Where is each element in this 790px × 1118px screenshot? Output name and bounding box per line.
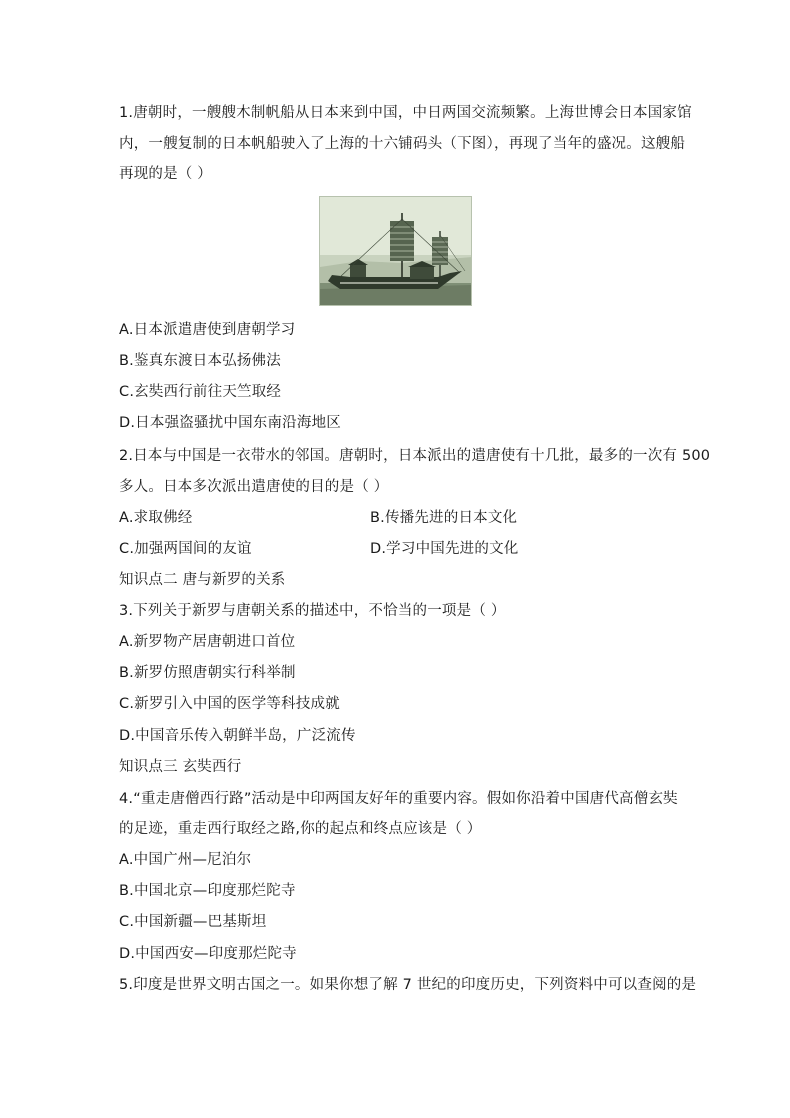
japanese-sailing-ship-photo xyxy=(319,196,472,306)
question-4-option-a: A.中国广州—尼泊尔 xyxy=(119,852,252,868)
question-2-option-c: C.加强两国间的友谊 xyxy=(119,541,252,557)
question-1-option-d: D.日本强盗骚扰中国东南沿海地区 xyxy=(119,415,341,431)
question-4-text-line-1: 4.“重走唐僧西行路”活动是中印两国友好年的重要内容。假如你沿着中国唐代高僧玄奘 xyxy=(119,791,678,807)
question-1-text-line-3: 再现的是（ ） xyxy=(119,166,213,182)
question-1-option-b: B.鉴真东渡日本弘扬佛法 xyxy=(119,353,281,369)
question-1-option-c: C.玄奘西行前往天竺取经 xyxy=(119,384,282,400)
question-2-text-line-2: 多人。日本多次派出遣唐使的目的是（ ） xyxy=(119,479,389,495)
question-2-text-line-1: 2.日本与中国是一衣带水的邻国。唐朝时，日本派出的遣唐使有十几批，最多的一次有 500 xyxy=(119,448,711,464)
question-3-option-d: D.中国音乐传入朝鲜半岛，广泛流传 xyxy=(119,728,356,744)
question-4-text-line-2: 的足迹，重走西行取经之路,你的起点和终点应该是（ ） xyxy=(119,821,482,837)
question-3-option-c: C.新罗引入中国的医学等科技成就 xyxy=(119,696,340,712)
section-heading-2: 知识点二 唐与新罗的关系 xyxy=(119,572,286,588)
question-3-option-b: B.新罗仿照唐朝实行科举制 xyxy=(119,665,296,681)
question-4-option-b: B.中国北京—印度那烂陀寺 xyxy=(119,883,296,899)
question-5-text-line-1: 5.印度是世界文明古国之一。如果你想了解 7 世纪的印度历史，下列资料中可以查阅的是 xyxy=(119,977,697,993)
question-1-text-line-1: 1.唐朝时，一艘艘木制帆船从日本来到中国，中日两国交流频繁。上海世博会日本国家馆 xyxy=(119,105,692,121)
question-3-option-a: A.新罗物产居唐朝进口首位 xyxy=(119,634,296,650)
question-2-option-d: D.学习中国先进的文化 xyxy=(370,541,519,557)
question-1-option-a: A.日本派遣唐使到唐朝学习 xyxy=(119,322,296,338)
question-2-option-a: A.求取佛经 xyxy=(119,510,193,526)
question-1-text-line-2: 内，一艘复制的日本帆船驶入了上海的十六铺码头（下图），再现了当年的盛况。这艘船 xyxy=(119,136,686,152)
ship-illustration xyxy=(320,197,472,306)
question-4-option-c: C.中国新疆—巴基斯坦 xyxy=(119,914,267,930)
question-2-option-b: B.传播先进的日本文化 xyxy=(370,510,518,526)
question-4-option-d: D.中国西安—印度那烂陀寺 xyxy=(119,946,297,962)
question-3-text-line-1: 3.下列关于新罗与唐朝关系的描述中，不恰当的一项是（ ） xyxy=(119,603,506,619)
section-heading-3: 知识点三 玄奘西行 xyxy=(119,759,242,775)
